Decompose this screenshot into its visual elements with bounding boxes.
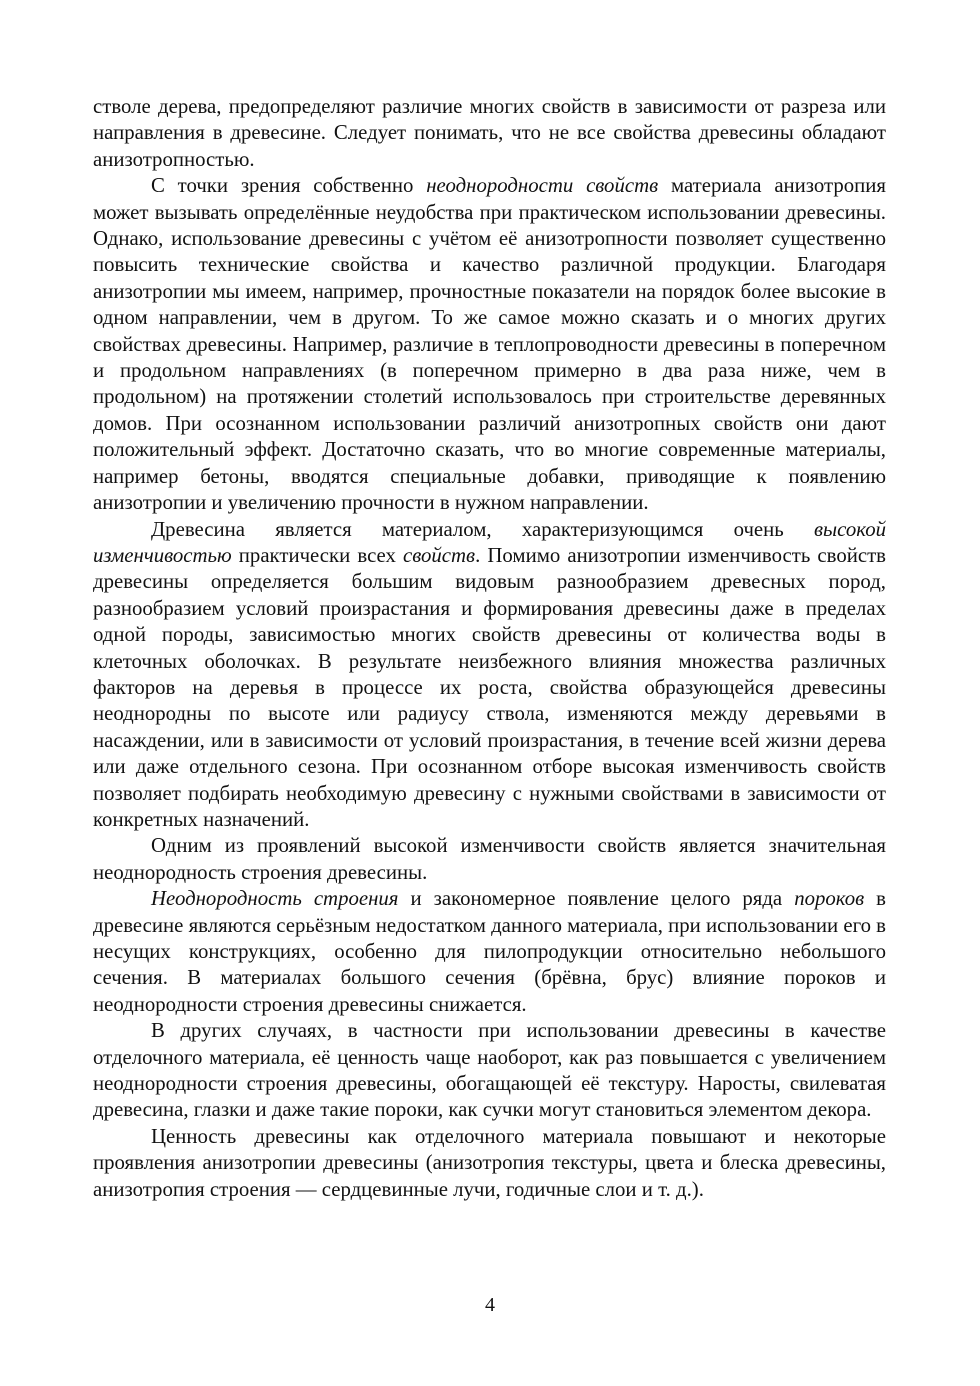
text-segment: в древесине являются серьёзным недостатком данного материала, при использовании его в несущих конструкциях, особенно для пилопродукции относительно небольшого сечения. В материалах большого сечения (брёвна, брус) влияние пороков и неоднородности строения древесины снижается. — [93, 887, 886, 1016]
italic-term: Неоднородность строения — [151, 887, 399, 911]
italic-term: пороков — [794, 887, 865, 911]
text-segment: Одним из проявлений высокой изменчивости свойств является значительная неоднородность строения древесины. — [93, 834, 886, 884]
italic-term: неоднородности свойств — [426, 174, 659, 198]
text-segment: С точки зрения собственно — [151, 174, 427, 198]
text-segment: практически всех — [231, 543, 404, 567]
text-segment: Древесина является материалом, характеризующимся очень — [151, 517, 815, 541]
paragraph-4 — [93, 833, 886, 886]
text-segment: материала анизотропия может вызывать определённые неудобства при практическом использовании древесины. Однако, использование древесины с учётом её анизотропности позволяет существенно повысить технические свойства и качество различной продукции. Благодаря анизотропии мы имеем, например, прочностные показатели на порядок более высокие в одном направлении, чем в другом. То же самое можно сказать и о многих других свойствах древесины. Например, различие в теплопроводности древесины в поперечном и продольном направлениях (в поперечном примерно в два раза ниже, чем в продольном) на протяжении столетий использовалось при строительстве деревянных домов. При осознанном использовании различий анизотропных свойств они дают положительный эффект. Достаточно сказать, что во многие современные материалы, например бетоны, вводятся специальные добавки, приводящие к появлению анизотропии и увеличению прочности в нужном направлении. — [93, 174, 886, 515]
paragraph-5 — [93, 886, 886, 1018]
text-segment: В других случаях, в частности при использовании древесины в качестве отделочного материала, её ценность чаще наоборот, как раз повышается с увеличением неоднородности строения древесины, обогащающей её текстуру. Наросты, свилеватая древесина, глазки и даже такие пороки, как сучки могут становиться элементом декора. — [93, 1019, 886, 1122]
text-segment: стволе дерева, предопределяют различие многих свойств в зависимости от разреза или направления в древесине. Следует понимать, что не все свойства древесины обладают анизотропностью. — [93, 95, 886, 171]
italic-term: свойств — [403, 543, 476, 567]
italic-term: высокой изменчивостью — [93, 517, 886, 567]
page-number: 4 — [485, 1294, 495, 1316]
paragraph-7 — [93, 1124, 886, 1203]
text-segment: и закономерное появление целого ряда — [398, 887, 795, 911]
paragraph-6 — [93, 1018, 886, 1124]
paragraph-2 — [93, 173, 886, 516]
text-segment: . Помимо анизотропии изменчивость свойств древесины определяется большим видовым разнообразием древесных пород, разнообразием условий произрастания и формирования древесины даже в пределах одной породы, зависимостью многих свойств древесины от количества воды в клеточных оболочках. В результате неизбежного влияния множества различных факторов на деревья в процессе их роста, свойства образующейся древесины неоднородны по высоте или радиусу ствола, изменяются между деревьями в насаждении, или в зависимости от условий произрастания, в течение всей жизни дерева или даже отдельного сезона. При осознанном отборе высокая изменчивость свойств позволяет подбирать необходимую древесину с нужными свойствами в зависимости от конкретных назначений. — [93, 543, 886, 831]
text-segment: Ценность древесины как отделочного материала повышают и некоторые проявления анизотропии древесины (анизотропия текстуры, цвета и блеска древесины, анизотропия строения — сердцевинные лучи, годичные слои и т. д.). — [93, 1124, 886, 1201]
paragraph-3 — [93, 517, 886, 834]
paragraph-1 — [93, 94, 886, 173]
document-body — [93, 94, 886, 1203]
